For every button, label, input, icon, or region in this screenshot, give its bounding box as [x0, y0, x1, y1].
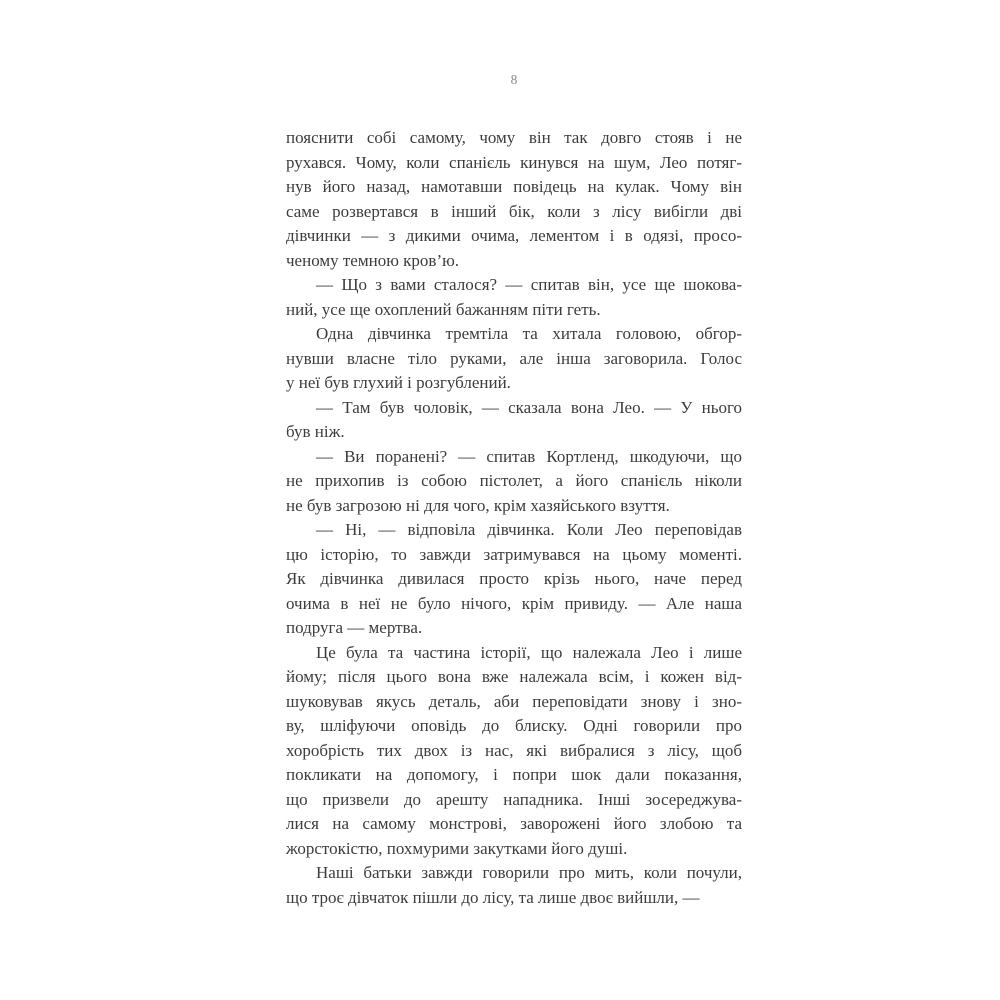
text-line: Наші батьки завжди говорили про мить, коли почули, [316, 863, 742, 882]
paragraph [286, 322, 742, 396]
text-line: у неї був глухий і розгублений. [286, 373, 511, 392]
text-line: саме розвертався в інший бік, коли з лісу вибігли дві [286, 201, 742, 221]
text-line: рухався. Чому, коли спанієль кинувся на шум, Лео потяг- [286, 152, 742, 172]
paragraph [286, 396, 742, 445]
paragraph [286, 126, 742, 273]
paragraph [286, 445, 742, 519]
text-line: не прихопив із собою пістолет, а його спанієль ніколи [286, 471, 742, 490]
text-line: що призвели до арешту нападника. Інші зосереджува- [286, 789, 742, 809]
paragraph [286, 518, 742, 641]
text-line: жорстокістю, похмурими закутками його душі. [286, 838, 628, 858]
text-line: дівчинки — з дикими очима, лементом і в одязі, просо- [286, 226, 742, 245]
text-line: йому; після цього вона вже належала всім, і кожен від- [286, 667, 742, 686]
text-line: покликати на допомогу, і попри шок дали показання, [286, 765, 742, 784]
text-line: ченому темною кров’ю. [286, 250, 460, 270]
text-line: шуковував якусь деталь, аби переповідати знову і зно- [286, 691, 742, 711]
text-line: — Ні, — відповіла дівчинка. Коли Лео переповідав [316, 520, 742, 539]
text-line: ний, усе ще охоплений бажанням піти геть. [286, 299, 601, 319]
text-line: цю історію, то завжди затримувався на цьому моменті. [286, 544, 742, 564]
text-line: нув його назад, намотавши повідець на кулак. Чому він [286, 177, 742, 196]
text-line: очима в неї не було нічого, крім привиду. — Але наша [286, 593, 742, 613]
text-line: був ніж. [286, 422, 345, 441]
text-line: Це була та частина історії, що належала Лео і лише [316, 642, 742, 662]
text-line: Як дівчинка дивилася просто крізь нього, наче перед [286, 569, 742, 588]
text-line: не був загрозою ні для чого, крім хазяйського взуття. [286, 495, 670, 515]
text-line: що троє дівчаток пішли до лісу, та лише двоє вийшли, — [286, 887, 700, 907]
page-number: 8 [510, 72, 518, 87]
text-line: Одна дівчинка тремтіла та хитала головою, обгор- [316, 324, 742, 343]
text-line: подруга — мертва. [286, 618, 423, 637]
text-line: — Там був чоловік, — сказала вона Лео. — У нього [316, 397, 742, 417]
text-line: пояснити собі самому, чому він так довго стояв і не [286, 128, 742, 147]
body-text [286, 126, 742, 910]
text-line: лися на самому монстрові, заворожені його злобою та [286, 814, 742, 833]
text-line: хоробрість тих двох із нас, які вибралися з лісу, щоб [286, 740, 742, 760]
paragraph [286, 641, 742, 862]
text-line: — Ви поранені? — спитав Кортленд, шкодуючи, що [316, 446, 742, 466]
text-line: ву, шліфуючи оповідь до блиску. Одні говорили про [286, 716, 742, 735]
text-line: нувши власне тіло руками, але інша заговорила. Голос [286, 348, 742, 368]
text-line: — Що з вами сталося? — спитав він, усе ще шокова- [316, 275, 742, 294]
paragraph [286, 273, 742, 322]
paragraph [286, 861, 742, 910]
